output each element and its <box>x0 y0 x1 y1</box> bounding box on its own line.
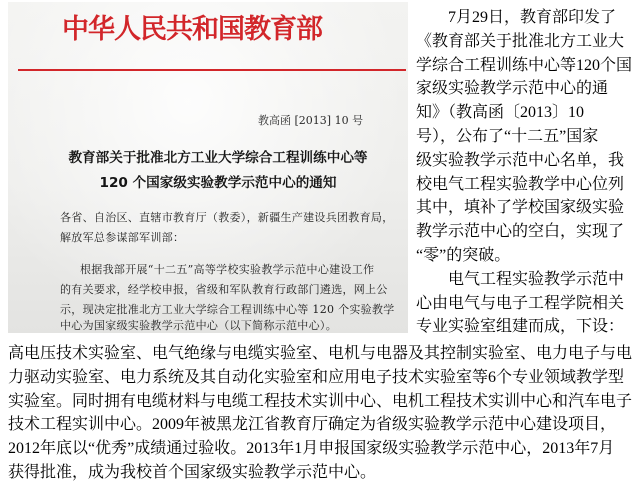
article-text-line: 高电压技术实验室、电气绝缘与电缆实验室、电机与电器及其控制实验室、电力电子与电 <box>8 345 633 362</box>
document-number: 教高函 [2013] 10 号 <box>258 114 364 127</box>
article-text-line: 获得批准，成为我校首个国家级实验教学示范中心。 <box>8 463 377 481</box>
document-body-line: 各省、自治区、直辖市教育厅（教委），新疆生产建设兵团教育局， <box>60 211 394 224</box>
letterhead-red-rule <box>18 69 406 71</box>
article-full-width-text <box>8 342 640 485</box>
article-text-line: 号），公布了“十二五”国家 <box>416 127 599 145</box>
article-text-line: 校电气工程实验教学中心位列 <box>416 175 625 193</box>
article-text-line: 2012年底以“优秀”成绩通过验收。2013年1月申报国家级实验教学示范中心，2013年7月 <box>8 440 615 458</box>
article-text-line: 力驱动实验室、电力系统及其自动化实验室和应用电子技术实验室等6个专业领域教学型 <box>8 368 625 386</box>
document-body-line: 解放军总参谋部军训部： <box>60 231 185 244</box>
document-body-line: 根据我部开展“十二五”高等学校实验教学示范中心建设工作 <box>80 263 375 276</box>
article-text-line: 心由电气与电子工程学院相关 <box>416 294 625 312</box>
article-text-line: 《教育部关于批准北方工业大 <box>416 32 625 50</box>
scanned-document-image <box>8 2 408 333</box>
article-text-line: 其中，填补了学校国家级实验 <box>416 199 625 217</box>
article-text-line: 知》（教高函〔2013〕10 <box>416 104 585 122</box>
article-text-line: 7月29日，教育部印发了 <box>448 9 617 26</box>
article-text-line: 专业实验室组建而成，下设： <box>416 318 625 336</box>
document-title-line: 120 个国家级实验教学示范中心的通知 <box>99 175 337 191</box>
article-text-line: 技术工程实训中心。2009年被黑龙江省教育厅确定为省级实验教学示范中心建设项目， <box>8 416 617 434</box>
document-title <box>28 146 408 196</box>
article-text-line: 电气工程实验教学示范中 <box>448 270 625 288</box>
document-letterhead: 中华人民共和国教育部 <box>62 14 322 45</box>
article-side-column <box>416 6 640 339</box>
document-body-line: 示，现决定批准北方工业大学综合工程训练中心等 120 个实验教学 <box>60 303 395 316</box>
article-text-line: 学综合工程训练中心等120个国 <box>416 56 633 74</box>
document-body-line: 中心为国家级实验教学示范中心（以下简称示范中心）。 <box>60 319 337 332</box>
article-text-line: 实验室。同时拥有电缆材料与电缆工程技术实训中心、电机工程技术实训中心和汽车电子 <box>8 392 633 410</box>
article-text-line: “零”的突破。 <box>416 246 511 264</box>
article-text-line: 教学示范中心的空白，实现了 <box>416 223 625 241</box>
document-body-line: 的有关要求，经学校申报，省级和军队教育行政部门遴选，网上公 <box>60 283 388 296</box>
article-text-line: 家级实验教学示范中心的通 <box>416 80 609 98</box>
document-title-line: 教育部关于批准北方工业大学综合工程训练中心等 <box>68 150 368 166</box>
article-text-line: 级实验教学示范中心名单，我 <box>416 151 625 169</box>
